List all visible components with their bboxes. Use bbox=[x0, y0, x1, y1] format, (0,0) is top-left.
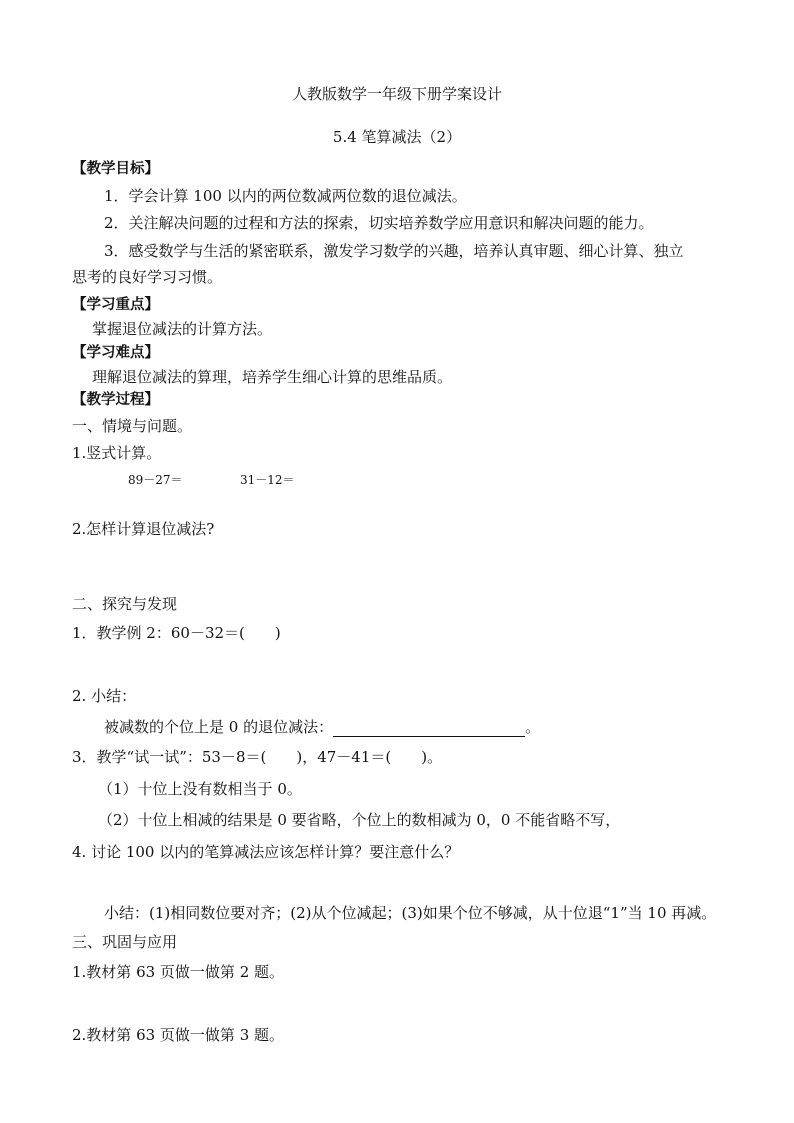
section-3-question-1: 1.教材第 63 页做一做第 2 题。 bbox=[72, 963, 285, 981]
question-3-note-2: （2）十位上相减的结果是 0 要省略，个位上的数相减为 0，0 不能省略不写， bbox=[98, 811, 621, 829]
summary-suffix: 。 bbox=[525, 718, 541, 736]
answer-blank[interactable] bbox=[333, 721, 525, 737]
question-3-note-1: （1）十位上没有数相当于 0。 bbox=[98, 780, 302, 798]
key-points-heading: 【学习重点】 bbox=[72, 296, 159, 313]
expression-1: 89－27＝ bbox=[128, 473, 183, 487]
summary-line bbox=[104, 717, 540, 737]
section-2-question-2: 2. 小结： bbox=[72, 687, 137, 705]
section-1-heading: 一、情境与问题。 bbox=[72, 417, 193, 435]
objectives-heading: 【教学目标】 bbox=[72, 160, 159, 177]
process-heading: 【教学过程】 bbox=[72, 391, 159, 408]
expression-2: 31－12＝ bbox=[240, 473, 295, 487]
objective-item-3-line-1: 3．感受数学与生活的紧密联系，激发学习数学的兴趣，培养认真审题、细心计算、独立 bbox=[104, 242, 684, 260]
section-2-question-1: 1．教学例 2：60－32＝( ) bbox=[72, 624, 281, 642]
section-2-question-4: 4. 讨论 100 以内的笔算减法应该怎样计算？要注意什么？ bbox=[72, 843, 460, 861]
key-points-text: 掌握退位减法的计算方法。 bbox=[92, 320, 273, 338]
difficulties-heading: 【学习难点】 bbox=[72, 344, 159, 361]
section-1-question-2: 2.怎样计算退位减法? bbox=[72, 520, 215, 538]
section-2-question-3: 3．教学“试一试”：53－8＝( )，47－41＝( )。 bbox=[72, 748, 443, 766]
document-title: 人教版数学一年级下册学案设计 bbox=[291, 85, 502, 103]
objective-item-1: 1．学会计算 100 以内的两位数减两位数的退位减法。 bbox=[104, 187, 467, 205]
document-subtitle: 5.4 笔算减法（2） bbox=[332, 128, 462, 146]
summary-prefix: 被减数的个位上是 0 的退位减法： bbox=[104, 718, 334, 736]
objective-item-2: 2．关注解决问题的过程和方法的探索，切实培养数学应用意识和解决问题的能力。 bbox=[104, 214, 654, 232]
objective-item-3-line-2: 思考的良好学习习惯。 bbox=[72, 268, 223, 286]
difficulties-text: 理解退位减法的算理，培养学生细心计算的思维品质。 bbox=[92, 368, 453, 386]
section-2-heading: 二、探究与发现 bbox=[72, 595, 178, 613]
section-3-question-2: 2.教材第 63 页做一做第 3 题。 bbox=[72, 1026, 285, 1044]
section-1-question-1: 1.竖式计算。 bbox=[72, 444, 162, 462]
section-3-heading: 三、巩固与应用 bbox=[72, 933, 178, 951]
summary-2: 小结：(1)相同数位要对齐；(2)从个位减起；(3)如果个位不够减，从十位退“1”当 10 再减。 bbox=[104, 904, 717, 922]
